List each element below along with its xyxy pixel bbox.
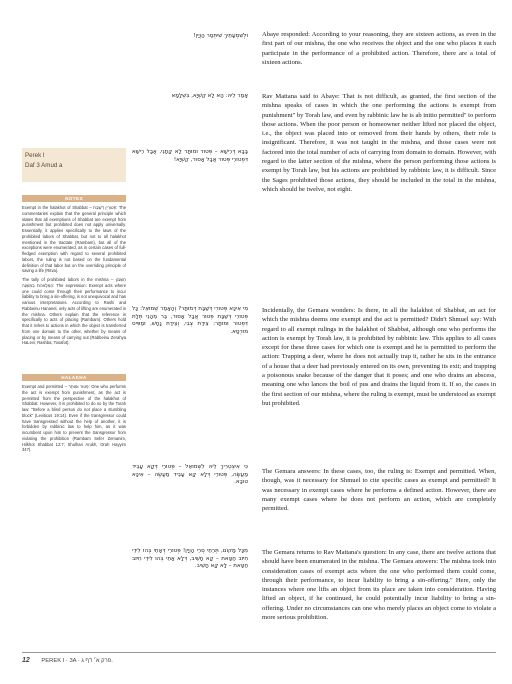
hebrew-text-block-3: בָּבָא דְּרֵישָׁא – פְּטוּר וּמוּתָּר לָא קָתָנֵי, אֲבָל רֵישָׁא דִּפְטוּרֵי פְּטוּר אֲבָל אָסוּר, קַשְׁיָא! <box>132 149 248 163</box>
hebrew-text-block-1: וּלְשִׁמְעָתֵיךְ שִׁיתְּסַר הָוְיָין! <box>193 33 248 39</box>
english-text-block-3: Incidentally, the Gemara wonders: Is there, in all the halakhot of Shabbat, an act for which the mishna deems one exempt and the act is permitted? Didn't Shmuel say: With regard to all exempt rulings in the halakhot of Shabbat, although one who performs the action is exempt by Torah law, it is prohibited by rabbinic law. This applies to all cases except for these three cases for which one is exempt and he is permitted to perform the action: Trapping a deer, where he does not actually trap it, rather he sits in the entrance of a house that a deer had previously entered on its own, preventing its exit; and trapping a poisonous snake because of the danger that it poses; and one who drains an abscess, meaning one who lances the boil of pus and drains the liquid from it. If so, the cases in the first section of our mishna, where the ruling is exempt, must be understood as exempt but prohibited. <box>262 307 496 407</box>
notes-section <box>22 205 126 349</box>
notes-heading: NOTES <box>22 195 126 202</box>
hebrew-text-block-6: מִכָּל מָקוֹם, תְּרֵתֵי סְרֵי הָוְיָין! פְּטוּרֵי דְּאָתֵי בְּהוּ לִידֵי חִיּוּב חַטָּאת – קָא חָשֵׁיב, דְּלָא אָתֵי בְּהוּ לִידֵי חִיּוּב חַטָּאת – לָא קָא חָשֵׁיב. <box>132 548 248 570</box>
english-text-block-1: Abaye responded: According to your reasoning, they are sixteen actions, as even in the first part of our mishna, the one who receives the object and the one who places it each participate in the performance of a prohibited action. Therefore, there are a total of sixteen actions. <box>262 31 496 66</box>
note-paragraph: The tally of prohibited labors in the mishna – חֶשְׁבּוֹן הַמְּלָאכוֹת בַּמִּשְׁנָה: The expression: Exempt acts where one could come through their performance to incur liability to bring a sin-offering, is not unequivocal and has various interpretations. According to Rashi and Rabbeinu Hananel, only acts of lifting are enumerated in the mishna. Others explain that the reference is specifically to acts of placing (Rambam). Others hold that it refers to actions in which the object is transferred from one domain to the other, whether by means of placing or by means of carrying out (Rabbeinu Zerahya HaLevi; Rashba; Tosafot). <box>22 277 127 346</box>
english-text-block-4: The Gemara answers: In these cases, too, the ruling is: Exempt and permitted. When, though, was it necessary for Shmuel to cite specific cases as exempt and permitted? It was necessary in exempt cases where he performs a defined action. However, there are many exempt cases where he does not perform an action, which are completely permitted. <box>262 468 496 513</box>
footer-label: PEREK I · 3A · פרק א׳ דף ג. <box>41 658 113 664</box>
footer-rule <box>22 652 496 653</box>
perek-label: Perek I <box>25 152 45 159</box>
perek-header <box>22 148 126 182</box>
english-text-block-2: Rav Mattana said to Abaye: That is not difficult, as granted, the first section of the mishna speaks of cases in which the one performing the actions is exempt from punishment" by Torah law, and even by rabbinic law he is ab initio permitted" to perform those actions. When the poor person or homeowner neither lifted nor placed the object, i.e., the object was placed into or removed from their hands by others, their role is insignificant. Therefore, it was not taught in the mishna, and those cases were not factored into the total number of acts of carrying from domain to domain. However, with regard to the latter section of the mishna, where the person performing those actions is exempt by Torah law, but his actions are prohibited by rabbinic law, it is difficult. Since the Sages prohibited those actions, they should be included in the total in the mishna, which should be twelve, not eight. <box>262 93 496 193</box>
page-number: 12 <box>22 657 30 664</box>
page-footer <box>22 657 496 664</box>
daf-label: Daf 3 Amud a <box>25 162 63 169</box>
hebrew-text-block-2: אָמַר לֵיהּ: הָא לָא קַשְׁיָא, בִּשְׁלָמָא <box>171 93 248 99</box>
halakha-section <box>22 384 126 456</box>
note-paragraph: Exempt in the halakhot of Shabbat – פְּטוּרִין דְּשַׁבָּת: The commentaries explain that the general principle which states that all exemptions of Shabbat are exempt from punishment but prohibited does not apply universally. Essentially, it applies specifically to the laws of the prohibited labors of Shabbat, but not to all halakhot mentioned in the tractate (Rambam), but all of the exceptions were enumerated, as in certain cases of full-fledged exemption with regard to several prohibited labors, the ruling is not based on the fundamental definition of that labor but on the overriding principle of saving a life (Ritva). <box>22 205 126 274</box>
halakha-paragraph: Exempt and permitted – פָּטוּר וּמוּתָּר: One who performs the act is exempt from punishment, as the act is permitted from the perspective of the halakhot of Shabbat. However, it is prohibited to do so by the Torah law: "Before a blind person do not place a stumbling block" (Leviticus 19:14). Even if the transgressor could have transgressed without the help of another, it is forbidden by rabbinic law to help him, as it was incumbent upon him to prevent the transgressor from violating the prohibition (Rambam Sefer Zemanim, Hilkhot Shabbat 12:7; Shulhan Arukh, Orah Hayyim 347). <box>22 384 126 453</box>
hebrew-text-block-4: מִי אִיכָּא פְּטוּרִי דְּשַׁבָּת דְּמוּתָּר? וְהָאָמַר שְׁמוּאֵל: כָּל פְּטוּרֵי דְּשַׁבָּת פְּטוּר אֲבָל אָסוּר, בַּר מֵהָנֵי תְּלָת דִּפְטוּר וּמוּתָּר: צֵידַת צְבִי, וְצֵידַת נָחָשׁ, וּמַפִּיס מוּרְסָא. <box>132 306 248 335</box>
halakha-heading: HALAKHA <box>22 374 126 381</box>
hebrew-text-block-5: כִּי אִיצְטְרִיךְ לֵיהּ לִשְׁמוּאֵל – פְּטוּרֵי דְּקָא עָבֵיד מַעֲשֶׂה, פְּטוּרֵי דְּלָא קָא עָבֵיד מַעֲשֶׂה – אִיכָּא טוּבָא. <box>132 464 248 486</box>
english-text-block-5: The Gemara returns to Rav Mattana's question: In any case, there are twelve actions that should have been enumerated in the mishna. The Gemara answers: The mishna took into consideration cases of exempt acts where the one who performed them could come, through their performance, to incur liability to bring a sin-offering." Here, only the instances where one lifts an object from its place are taken into consideration. Having lifted an object, if he continued, he could potentially incur liability to bring a sin-offering. Under no circumstances can one who merely places an object come to violate a more serious prohibition. <box>262 549 496 622</box>
